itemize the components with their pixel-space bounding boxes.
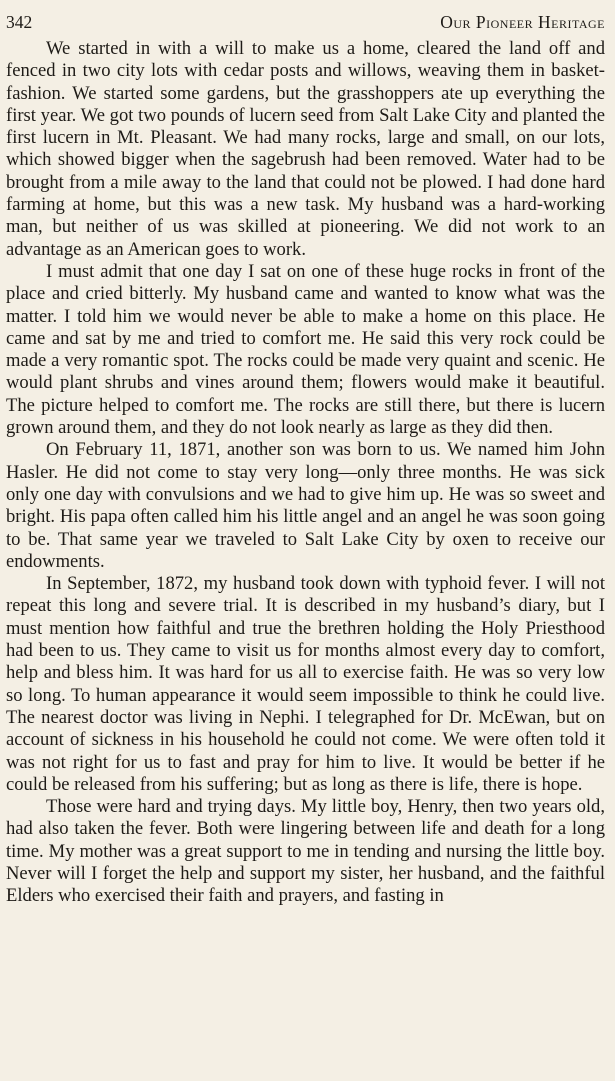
paragraph-4: In September, 1872, my husband took down with typhoid fever. I will not repeat this long and severe trial. It is described in my husband’s diary, but I must mention how faithful and true the brethren holding the Holy Priesthood had been to us. They came to visit us for months almost every day to comfort, help and bless him. It was hard for us all to exercise faith. He was so very low so long. To human appearance it would seem impossible to think he could live. The nearest doctor was living in Nephi. I telegraphed for Dr. McEwan, but on account of sickness in his household he could not come. We were often told it was not right for us to fast and pray for him to live. It would be better if he could be released from his suffering; but as long as there is life, there is hope. xyxy=(6,573,605,795)
page-number: 342 xyxy=(6,12,33,32)
paragraph-5: Those were hard and trying days. My little boy, Henry, then two years old, had also taken the fever. Both were lingering between life and death for a long time. My mother was a great support to me in tending and nursing the little boy. Never will I forget the help and support my sister, her husband, and the faithful Elders who exercised their faith and prayers, and fasting in xyxy=(6,796,605,907)
body-text xyxy=(6,38,605,908)
paragraph-3: On February 11, 1871, another son was born to us. We named him John Hasler. He did not come to stay very long—only three months. He was sick only one day with convulsions and we had to give him up. He was so sweet and bright. His papa often called him his little angel and an angel he was soon going to be. That same year we traveled to Salt Lake City by oxen to receive our endowments. xyxy=(6,439,605,572)
running-title: Our Pioneer Heritage xyxy=(440,12,605,32)
page-header xyxy=(6,10,605,34)
paragraph-2: I must admit that one day I sat on one of these huge rocks in front of the place and cried bitterly. My husband came and wanted to know what was the matter. I told him we would never be able to make a home on this place. He came and sat by me and tried to comfort me. He said this very rock could be made a very romantic spot. The rocks could be made very quaint and scenic. He would plant shrubs and vines around them; flowers would make it beautiful. The picture helped to comfort me. The rocks are still there, but there is lucern grown around them, and they do not look nearly as large as they did then. xyxy=(6,260,605,439)
paragraph-1: We started in with a will to make us a home, cleared the land off and fenced in two city lots with cedar posts and willows, weaving them in basket-fashion. We started some gardens, but the grasshoppers ate up everything the first year. We got two pounds of lucern seed from Salt Lake City and planted the first lucern in Mt. Pleasant. We had many rocks, large and small, on our lots, which showed bigger when the sagebrush had been removed. Water had to be brought from a mile away to the land that could not be plowed. I had done hard farming at home, but this was a new task. My husband was a hard-working man, but neither of us was skilled at pioneering. We did not work to an advantage as an American goes to work. xyxy=(6,38,605,260)
